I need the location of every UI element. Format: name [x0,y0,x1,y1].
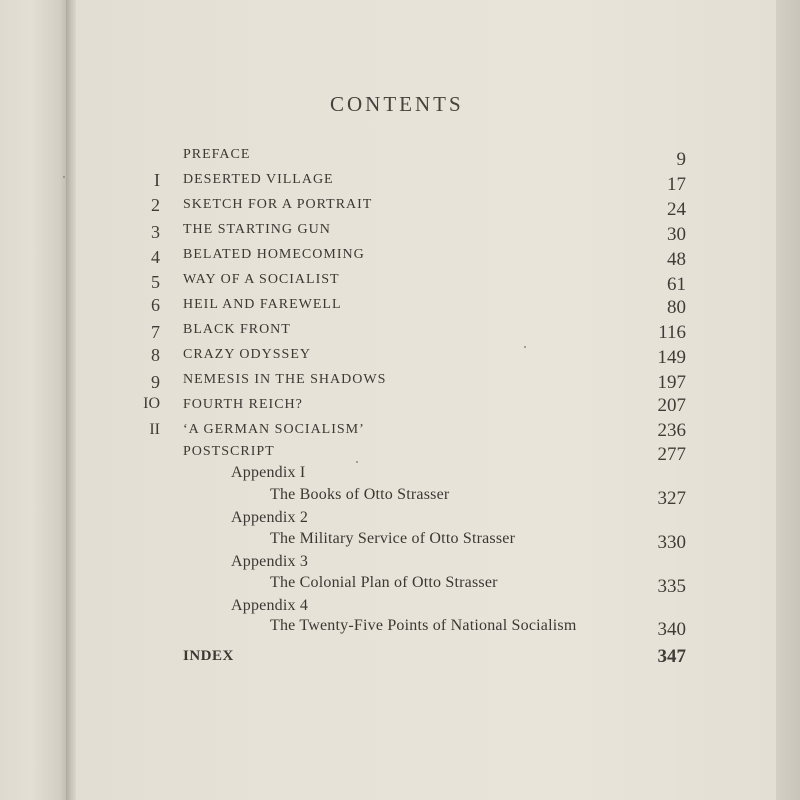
appendix-label: Appendix 3 [231,553,309,570]
chapter-number: 3 [151,222,160,242]
chapter-number: II [149,421,160,438]
toc-entry-appendix-4 [0,617,800,641]
chapter-number: 2 [151,195,160,215]
appendix-page: 330 [657,532,686,553]
toc-entry-appendix-3 [0,574,800,598]
chapter-number: 8 [151,345,160,365]
chapter-title: WAY OF A SOCIALIST [183,272,340,287]
chapter-page: 116 [658,322,686,343]
chapter-title: CRAZY ODYSSEY [183,347,311,362]
appendix-title: The Colonial Plan of Otto Strasser [270,574,498,591]
chapter-page: 24 [667,199,686,220]
chapter-page: 30 [667,224,686,245]
toc-entry-3 [0,220,800,244]
chapter-title: DESERTED VILLAGE [183,172,334,187]
appendix-title: The Military Service of Otto Strasser [270,530,516,547]
toc-entry-preface [0,145,800,169]
chapter-title: HEIL AND FAREWELL [183,297,342,312]
chapter-page: 80 [667,297,686,318]
chapter-title: SKETCH FOR A PORTRAIT [183,197,373,212]
chapter-number: 7 [151,322,160,342]
toc-entry-8 [0,345,800,369]
chapter-number: 5 [151,272,160,292]
index-title: INDEX [183,648,234,664]
toc-entry-index [0,646,800,670]
appendix-label: Appendix I [231,464,306,481]
appendix-page: 327 [657,488,686,509]
toc-entry-5 [0,270,800,294]
chapter-title: BLACK FRONT [183,322,291,337]
chapter-number: 4 [151,247,160,267]
appendix-title: The Twenty-Five Points of National Socialism [270,617,577,634]
contents-heading: CONTENTS [330,92,464,116]
appendix-label-row [0,464,800,488]
appendix-label: Appendix 2 [231,509,309,526]
chapter-page: 197 [657,372,686,393]
toc-entry-10 [0,395,800,419]
toc-entry-appendix-1 [0,486,800,510]
appendix-title: The Books of Otto Strasser [270,486,450,503]
toc-entry-2 [0,195,800,219]
chapter-page: 277 [657,444,686,465]
chapter-page: 61 [667,274,686,295]
chapter-title: PREFACE [183,147,251,162]
chapter-page: 236 [657,420,686,441]
toc-entry-6 [0,295,800,319]
chapter-number: IO [143,395,160,412]
toc-entry-appendix-2 [0,530,800,554]
toc-entry-11 [0,420,800,444]
index-page: 347 [657,646,686,667]
chapter-number: I [154,170,160,190]
toc-entry-1 [0,170,800,194]
toc-entry-7 [0,320,800,344]
chapter-title: ‘A GERMAN SOCIALISM’ [183,422,365,437]
chapter-title: THE STARTING GUN [183,222,331,237]
toc-entry-9 [0,370,800,394]
appendix-label: Appendix 4 [231,597,309,614]
chapter-title: FOURTH REICH? [183,397,303,412]
chapter-page: 9 [676,149,686,170]
chapter-page: 48 [667,249,686,270]
chapter-page: 17 [667,174,686,195]
chapter-number: 6 [151,295,160,315]
chapter-title: BELATED HOMECOMING [183,247,365,262]
chapter-title: POSTSCRIPT [183,444,275,459]
chapter-title: NEMESIS IN THE SHADOWS [183,372,387,387]
chapter-number: 9 [151,372,160,392]
toc-entry-4 [0,245,800,269]
appendix-page: 340 [657,619,686,640]
appendix-page: 335 [657,576,686,597]
chapter-page: 207 [657,395,686,416]
chapter-page: 149 [657,347,686,368]
